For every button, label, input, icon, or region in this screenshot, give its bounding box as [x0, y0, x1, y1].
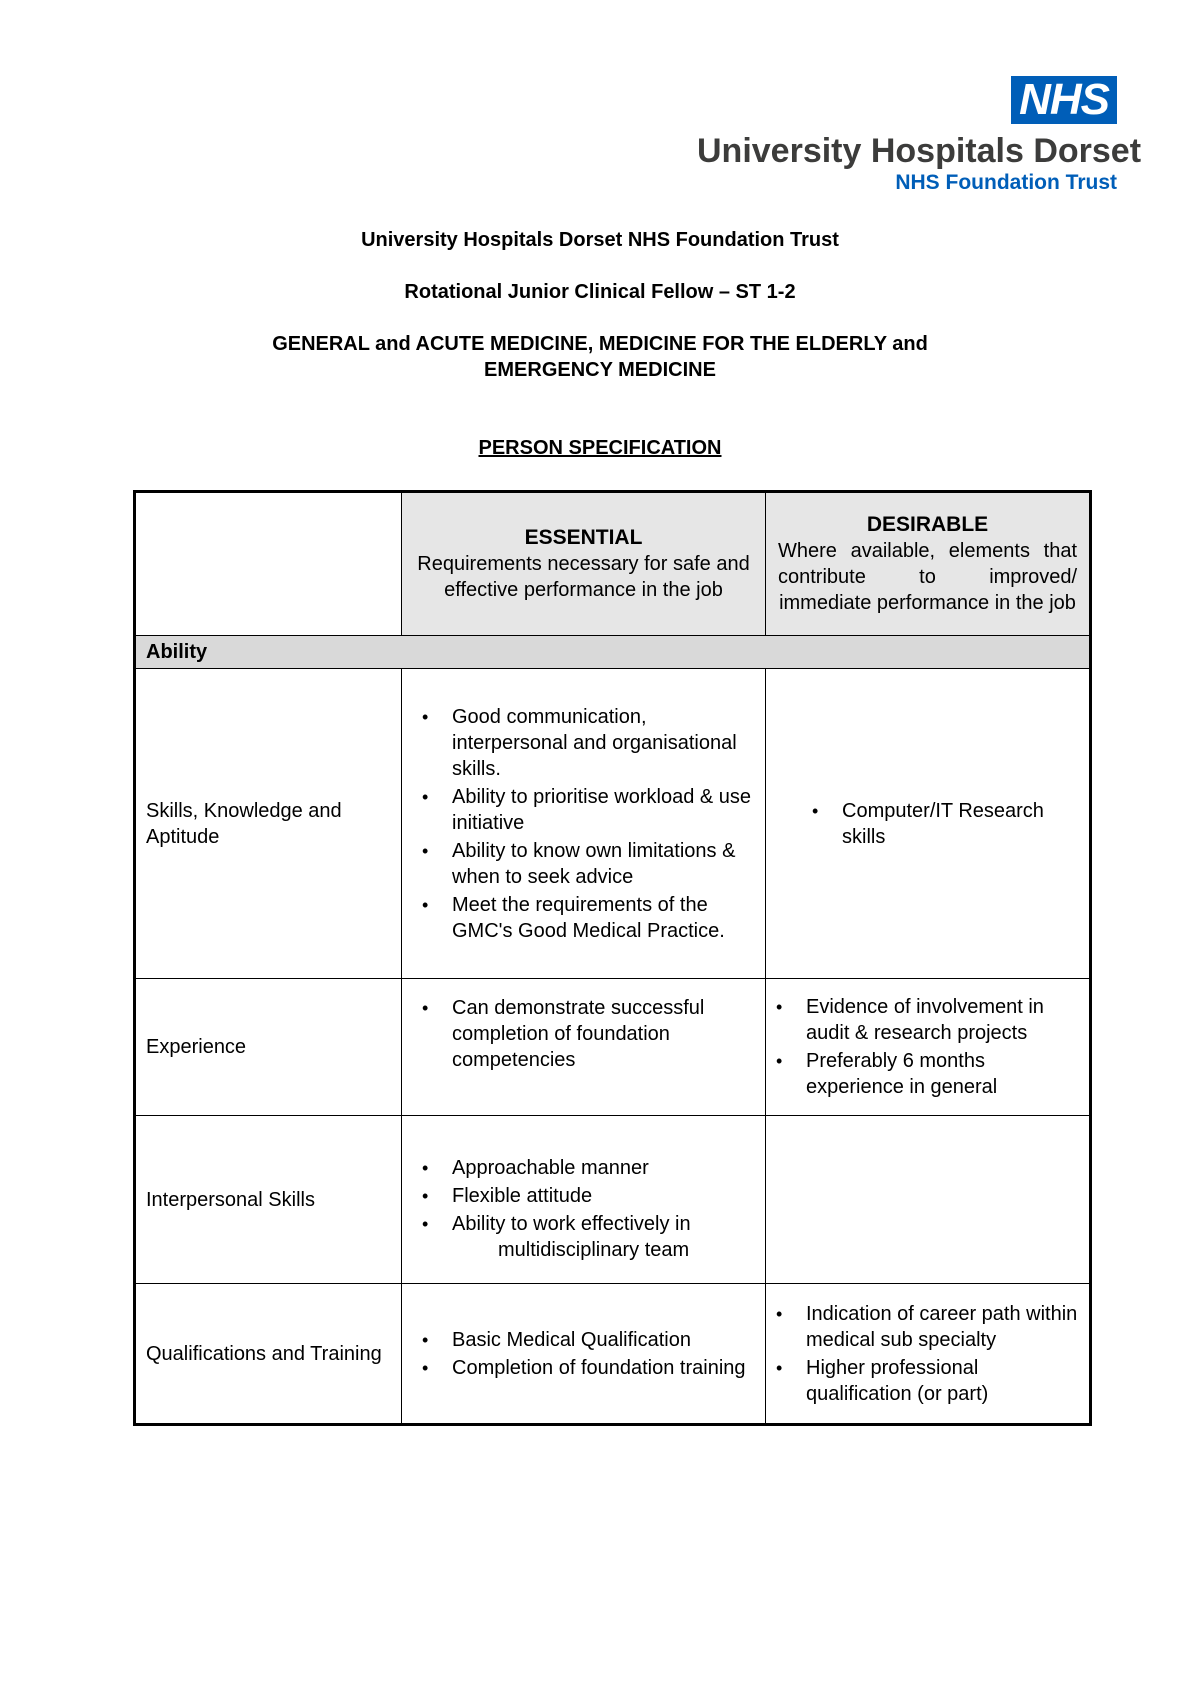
desirable-list	[806, 798, 1079, 850]
table-row	[135, 979, 1091, 1116]
list-item: • Good communication, interpersonal and organisational skills.	[416, 704, 755, 782]
list-item: • Computer/IT Research skills	[806, 798, 1079, 850]
row-label: Interpersonal Skills	[135, 1116, 402, 1284]
list-item-continuation: multidisciplinary team	[498, 1238, 690, 1261]
list-item: • Meet the requirements of the GMC's Good Medical Practice.	[416, 892, 755, 944]
desirable-cell	[766, 1284, 1091, 1425]
list-item: • Completion of foundation training	[416, 1355, 755, 1381]
organisation-name: University Hospitals Dorset	[697, 132, 1142, 170]
nhs-logo-mark: NHS	[1011, 76, 1117, 124]
section-row-ability	[135, 636, 1091, 669]
desirable-list	[770, 994, 1079, 1100]
specialty-heading-line-1: GENERAL and ACUTE MEDICINE, MEDICINE FOR THE ELDERLY and	[272, 333, 928, 355]
table-row	[135, 1284, 1091, 1425]
section-label: Ability	[135, 636, 1091, 669]
row-label: Skills, Knowledge and Aptitude	[135, 669, 402, 979]
essential-list	[416, 704, 755, 944]
trust-heading: University Hospitals Dorset NHS Foundation Trust	[361, 229, 839, 251]
list-item: • Basic Medical Qualification	[416, 1327, 755, 1353]
list-item: • Flexible attitude	[416, 1183, 755, 1209]
essential-description: Requirements necessary for safe and effective performance in the job	[417, 553, 750, 601]
list-item: • Evidence of involvement in audit & research projects	[770, 994, 1079, 1046]
desirable-description: Where available, elements that contribute to improved/ immediate performance in the job	[778, 540, 1077, 614]
desirable-cell	[766, 669, 1091, 979]
essential-header	[402, 492, 766, 636]
list-item: • Higher professional qualification (or part)	[770, 1355, 1079, 1407]
desirable-cell	[766, 1116, 1091, 1284]
header-blank-cell	[135, 492, 402, 636]
nhs-logo	[697, 75, 1142, 196]
desirable-header	[766, 492, 1091, 636]
organisation-subtitle: NHS Foundation Trust	[895, 171, 1117, 194]
specialty-heading-line-2: EMERGENCY MEDICINE	[484, 359, 716, 381]
list-item: • Can demonstrate successful completion of foundation competencies	[416, 995, 755, 1073]
table-header-row	[135, 492, 1091, 636]
essential-cell	[402, 1116, 766, 1284]
desirable-title: DESIRABLE	[866, 513, 989, 536]
essential-cell	[402, 669, 766, 979]
essential-list	[416, 1155, 755, 1237]
list-item: • Ability to work effectively in	[416, 1211, 755, 1237]
essential-cell	[402, 1284, 766, 1425]
desirable-cell	[766, 979, 1091, 1116]
essential-list	[416, 1327, 755, 1381]
list-item: • Ability to know own limitations & when to seek advice	[416, 838, 755, 890]
list-item: • Ability to prioritise workload & use initiative	[416, 784, 755, 836]
essential-title: ESSENTIAL	[524, 526, 643, 549]
table-row	[135, 1116, 1091, 1284]
role-heading: Rotational Junior Clinical Fellow – ST 1-2	[404, 281, 796, 303]
desirable-list	[770, 1301, 1079, 1407]
person-specification-title: PERSON SPECIFICATION	[478, 437, 722, 459]
essential-list	[416, 995, 755, 1073]
list-item: • Preferably 6 months experience in general	[770, 1048, 1079, 1100]
list-item: • Approachable manner	[416, 1155, 755, 1181]
essential-cell	[402, 979, 766, 1116]
table-row	[135, 669, 1091, 979]
person-specification-table	[133, 490, 1092, 1426]
row-label: Experience	[135, 979, 402, 1116]
list-item: • Indication of career path within medical sub specialty	[770, 1301, 1079, 1353]
row-label: Qualifications and Training	[135, 1284, 402, 1425]
